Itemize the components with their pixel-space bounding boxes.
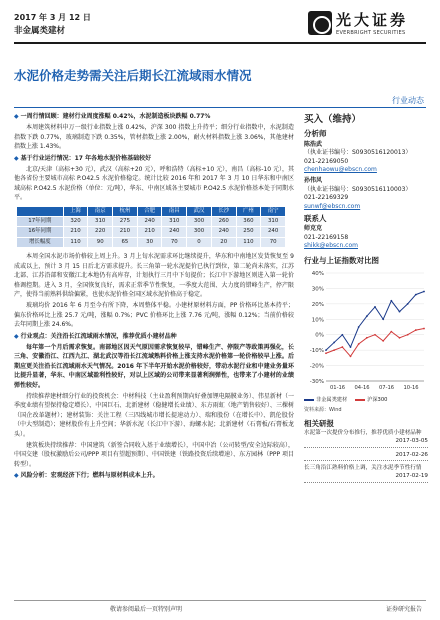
data-point [415,329,417,331]
data-point [325,349,327,351]
data-point [350,356,352,358]
table-cell: 110 [63,237,88,247]
table-cell: 210 [113,227,138,237]
data-point [423,328,425,330]
table-row [17,217,286,227]
table-header-cell: 上海 [63,206,88,216]
data-point [350,346,352,348]
contact-email-link[interactable]: shikk@ebscn.com [304,242,358,250]
footer-disclaimer: 敬请参阅最后一页特别声明 [110,606,183,613]
section-weekly-review-heading: ◆ 一周行情回顾：建材行业周度涨幅 0.42%，水泥制造板块跌幅 0.77% [14,113,211,120]
data-point [341,334,343,336]
analyst-heading: 分析师 [304,129,327,139]
table-row [17,237,286,247]
analyst-1 [304,141,428,175]
main-column [14,112,294,483]
table-header-cell: 广州 [236,206,261,216]
chart-legend [304,396,428,404]
series-line [326,329,424,357]
data-point [333,342,335,344]
table-cell: 210 [63,227,88,237]
data-point [399,311,401,313]
data-point [333,349,335,351]
report-date: 2017 年 3 月 12 日 [14,13,91,22]
sidebar [304,112,428,486]
table-cell: 310 [88,217,113,227]
related-report-title[interactable]: 长三角沿江熟料价格上调，关注水泥季节性行情 [304,465,422,472]
analyst-cert: （执业证书编号：S0930516110003） [304,185,412,193]
table-cell: 320 [63,217,88,227]
data-point [358,343,360,345]
logo-cn-text: 光大证券 [336,11,409,29]
table-cell: 30 [137,237,162,247]
table-cell: 275 [113,217,138,227]
contact-phone: 021-22169158 [304,233,349,241]
table-cell: 70 [162,237,187,247]
table-cell: 360 [236,217,261,227]
table-cell: 65 [113,237,138,247]
legend-index: 沪深300 [355,396,387,404]
table-cell: 310 [162,217,187,227]
table-cell: 16年同期 [17,227,64,237]
table-cell: 增长幅度 [17,237,64,247]
table-header-cell: 南昌 [162,206,187,216]
table-cell: 240 [137,217,162,227]
data-point [325,352,327,354]
everbright-logo [308,8,426,42]
legend-industry: 非金属类建材 [304,396,347,404]
data-point [390,300,392,302]
table-cell: 70 [261,237,286,247]
footer-divider [14,600,426,601]
logo-icon [308,11,332,35]
y-tick-label: -20% [309,363,324,370]
data-point [358,326,360,328]
bullet-icon: ◆ [14,332,19,340]
table-header-cell: 南宁 [261,206,286,216]
bullet-icon: ◆ [14,154,19,162]
table-cell: 240 [162,227,187,237]
bullet-icon: ◆ [14,472,19,480]
x-tick-label: 10-16 [403,385,419,392]
table-cell: 300 [187,217,212,227]
header-divider [14,42,426,44]
table-cell: 20 [211,237,236,247]
y-tick-label: 10% [311,317,324,324]
cement-price-table [16,206,286,249]
related-report-date: 2017-02-26 [304,451,428,461]
analyst-cert: （执业证书编号：S0930516120013） [304,149,412,157]
data-point [341,346,343,348]
logo-en-text: EVERBRIGHT SECURITIES [336,30,406,36]
table-header-cell: 长沙 [211,206,236,216]
x-tick-label: 04-16 [354,385,370,392]
chart-title: 行业与上证指数对比图 [304,255,379,265]
table-cell: 220 [88,227,113,237]
table-header-cell: 武汉 [187,206,212,216]
document-type: 行业动态 [392,96,424,105]
related-report-title[interactable]: 水泥第一次提价分布推行，推荐优质小建材品种 [304,430,422,437]
table-row [17,227,286,237]
y-tick-label: 0% [315,332,324,339]
y-tick-label: 30% [311,286,324,293]
footer-page-label: 证券研究报告 [385,606,422,613]
data-point [382,340,384,342]
table-header-cell: 杭州 [113,206,138,216]
y-tick-label: 20% [311,301,324,308]
related-report-date: 2017-02-19 [304,472,428,482]
section-industry-body-2: 本周全国水泥市场价格较上周上升。3 月上旬水泥需求环比继续提升，华东和中南地区发货恢复至 9 成或以上，预计 3 月 15 日后北方需求提升。长三角第一轮水泥提价已执行到位，第二轮尚未落实，江苏北部、江苏沿部和安徽江北本地仍有高库存，计划执行三月中下旬提价；长江中下游地区则进入第一轮价格调控期。进入 3 月，全国恢复良好，需求正常季节性恢复，一季度大范围、大力度的错峰生产，停产限产，使得当前熟料供给偏紧，也使水泥价格全国区域水泥价格高于稳定。 [14,253,294,298]
section-risk-heading: ◆ 风险分析：宏观经济下行；燃料与原材料成本上升。 [14,472,159,480]
analyst-email-link[interactable]: chenhaowu@ebscn.com [304,166,377,174]
section-industry-heading: ◆ 基于行业运行情况：17 年各地水泥价格基础较好 [14,154,152,162]
chart-svg [304,267,428,395]
section-industry-body-3: 玻璃均价 2016 年 6 月至今有所下降，本周整体平稳。小建材原材料方面，PP 价格环比基本持平；偏东价格环比上涨 25.7 元/吨，涨幅 0.7%；PVC 价格环比上涨 7.76 元/吨，涨幅 0.12%；当前价格较去年同期上涨 24.6%。 [14,302,294,329]
series-line [326,292,424,351]
table-cell: 300 [187,227,212,237]
report-sector: 非金属类建材 [14,26,66,36]
section-weekly-review-body: 本周建筑材料申万一级行业指数上涨 0.42%，沪深 300 指数上升持平；细分行业指数中，水泥制造指数下跌 0.77%，玻璃制造下跌 0.35%，管材指数上涨 2.00%，耐火材料指数上涨 3.06%，其他建材指数上涨 1.43%。 [14,124,294,151]
table-cell: 260 [211,217,236,227]
analyst-email-link[interactable]: sunwf@ebscn.com [304,202,361,210]
chart-source: 资料来源：Wind [304,406,342,413]
data-point [407,334,409,336]
data-point [366,337,368,339]
analyst-name: 陈浩武 [304,140,323,148]
data-point [366,315,368,317]
section-view-body-3: 建筑板块持续推荐：中国建筑（新签合同收入基于业绩增长），中国中冶（公司转型/安全边际较高），中国交建（股权激励后公司/PPP 项目有望超预期）、中国铁建（铁路投资后续增速）、东方园林（PPP 项目转型）。 [14,442,294,468]
table-cell: 310 [261,217,286,227]
table-cell: 240 [211,227,236,237]
section-view-heading: ◆ 行业观点：关注沿长江流域雨水情况，推荐优质小建材品种 [14,332,177,340]
analyst-name: 孙伟风 [304,177,323,185]
report-title: 水泥价格走势需关注后期长江流域雨水情况 [14,68,252,83]
x-tick-label: 01-16 [330,385,346,392]
data-point [423,291,425,293]
table-cell: 17年同期 [17,217,64,227]
index-comparison-chart [304,267,428,395]
analyst-phone: 021-22169050 [304,157,349,165]
analyst-2 [304,177,428,211]
y-tick-label: -10% [309,348,324,355]
table-cell: 250 [236,227,261,237]
contact-name: 师克克 [304,225,323,233]
contact [304,225,428,250]
y-tick-label: 40% [311,271,324,278]
section-view-body: 每年第一个月后需求恢复。南部地区因天气原因需求恢复较早，错峰生产、停限产等政策再强化，长三角、安徽沿江、江西九江、湖北武汉等沿长江流域熟料价格上涨支持水泥价格第一轮价格较早上涨。后期应更关注沿长江流域雨水天气情况。2016 年下半年开始水泥价格较好，带动水泥行业和中建业务量环比提升显著，华东、中南区域盈利性较好，对以上区域的公司带来显著利润弹性，也带来了小建材的业绩弹性较好。 [14,343,294,389]
y-tick-label: -30% [309,379,324,386]
table-header-cell: 南京 [88,206,113,216]
table-header-cell [17,206,64,216]
title-divider [14,107,426,108]
table-cell: 90 [88,237,113,247]
data-point [399,337,401,339]
data-point [390,331,392,333]
table-cell: 110 [236,237,261,247]
table-cell: 210 [137,227,162,237]
data-point [374,334,376,336]
contact-heading: 联系人 [304,214,327,224]
bullet-icon: ◆ [14,113,19,120]
table-cell: 0 [187,237,212,247]
section-view-body-2: 持续推荐建材细分行业的投资机会：中材科技（主业盈利预期向好叠加锂电隔膜业务）、伟星新材（一季度业绩有望保持稳定增长）、中国巨石、北新建材（稳健增长业绩）、东方雨虹（地产销售较好）、三棵树（国企改革题材）；建材装饰：关注工程（三四线城市增长提速动力）、瑞和股份（在增长中）、凯伦股份（中大型制造）；建材股价有上升空间；华新水泥（长江中下游）、海螺水泥；北新建材（石膏板/石膏板龙头）。 [14,392,294,438]
rating: 买入（维持） [304,114,362,125]
data-point [382,318,384,320]
related-reports-heading: 相关研报 [304,418,334,428]
data-point [374,306,376,308]
section-industry-body: 北京/天津（高标+30 元），武汉（高标+20 元），呼和浩特（高标+10 元），南昌（高标-10 元），其他各省份主要城市高标 P.O42.5 水泥价格稳定。统计比较 2016 年和 2017 年 3 月 10 日华东和中南区域高标 P.O42.5 水泥价格（单位：元/吨），华东、中南区域各主要城市 P.O42.5 水泥价格基本处于同期水平。 [14,166,294,202]
table-header-cell: 合肥 [137,206,162,216]
table-cell: 240 [261,227,286,237]
data-point [415,294,417,296]
analyst-phone: 021-22169329 [304,194,349,202]
x-tick-label: 07-16 [379,385,395,392]
related-report-date: 2017-03-05 [304,437,428,447]
data-point [407,303,409,305]
